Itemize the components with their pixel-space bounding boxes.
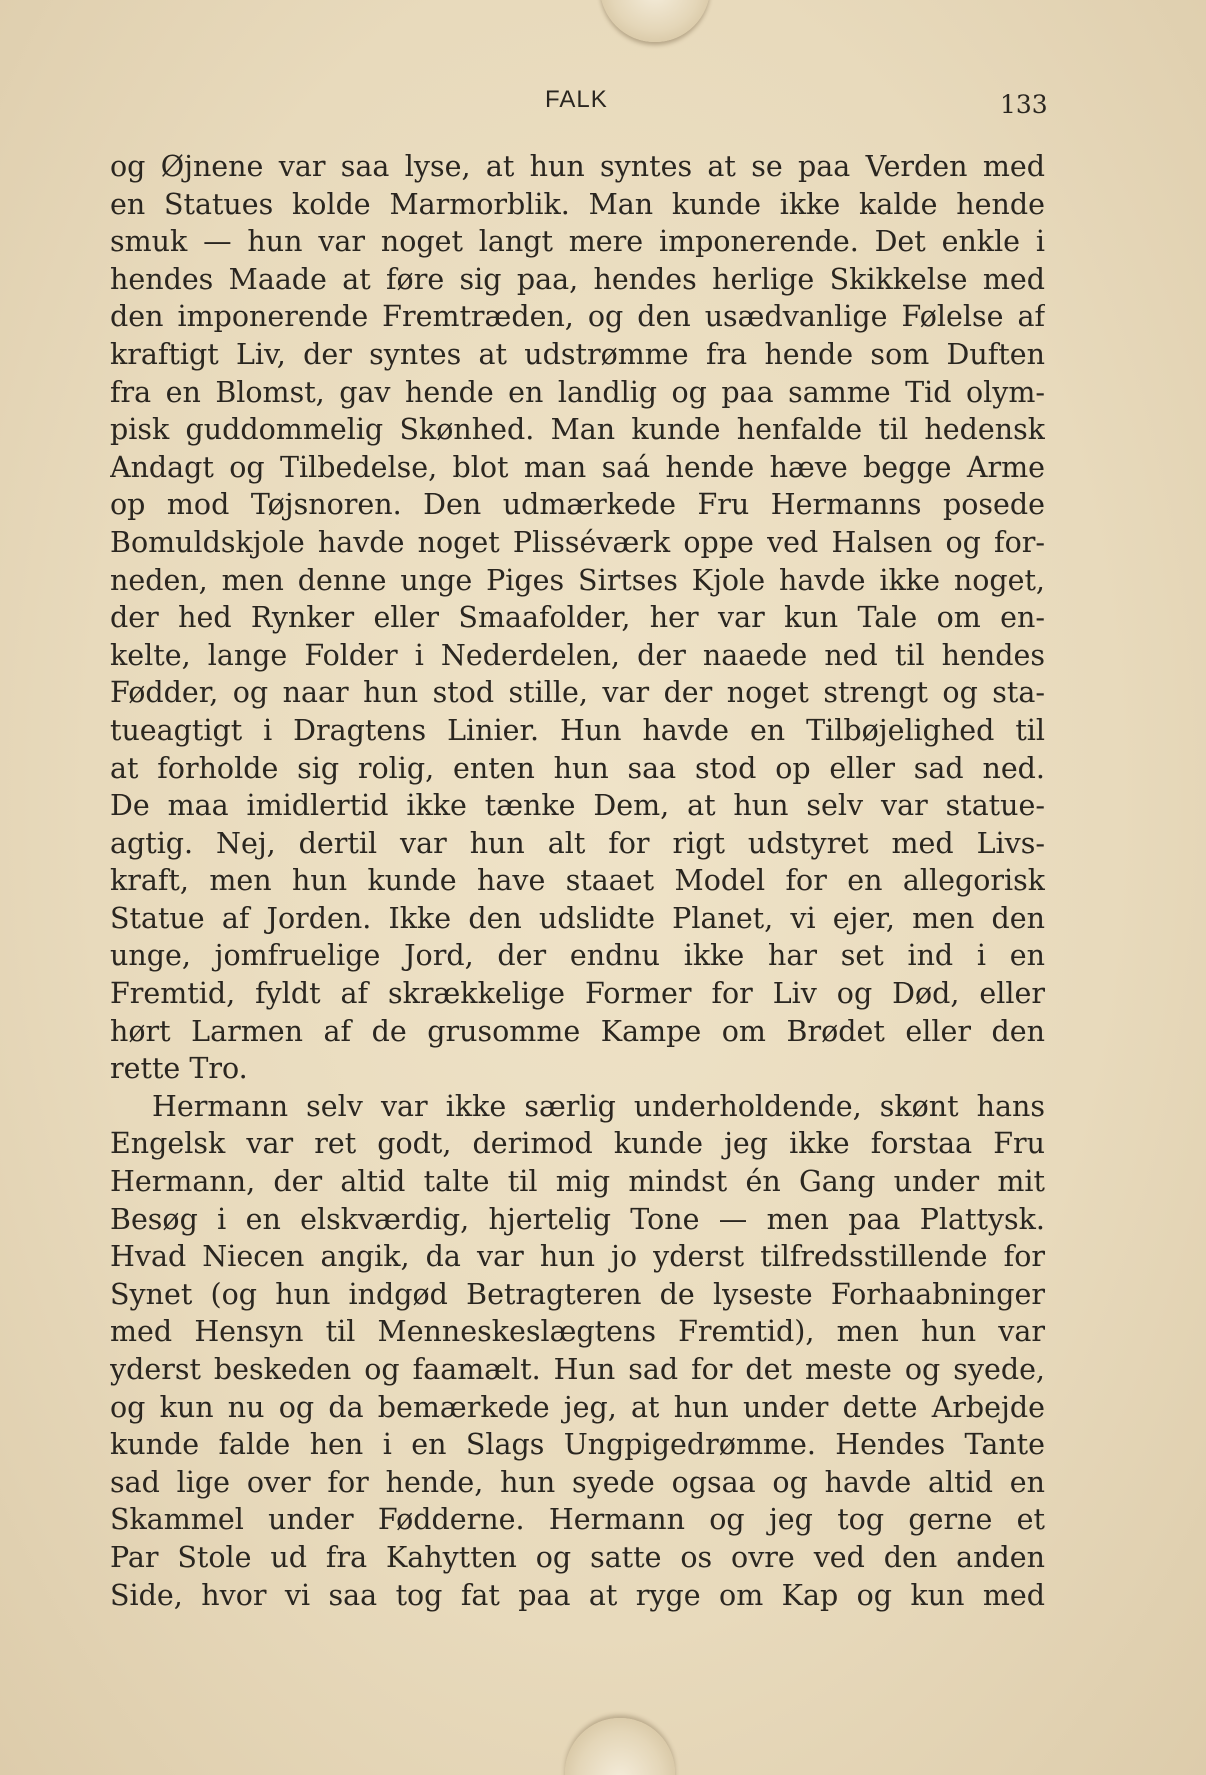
text-line: Besøg i en elskværdig, hjertelig Tone — men paa Plattysk. — [110, 1202, 1045, 1236]
text-line: Hermann, der altid talte til mig mindst én Gang under mit — [110, 1165, 1045, 1199]
text-line: med Hensyn til Menneskeslægtens Fremtid), men hun var — [110, 1315, 1045, 1349]
text-line: og Øjnene var saa lyse, at hun syntes at se paa Verden med — [110, 150, 1045, 183]
text-line: tueagtigt i Dragtens Linier. Hun havde en Tilbøjelighed til — [110, 713, 1045, 747]
text-line: Synet (og hun indgød Betragteren de lyseste Forhaabninger — [110, 1277, 1045, 1311]
text-line: Andagt og Tilbedelse, blot man saá hende hæve begge Arme — [110, 450, 1045, 484]
text-line: kunde falde hen i en Slags Ungpigedrømme. Hendes Tante — [110, 1428, 1045, 1462]
paragraph-end-line: rette Tro. — [110, 1052, 248, 1086]
running-head-title: FALK — [545, 86, 608, 113]
text-line: Engelsk var ret godt, derimod kunde jeg ikke forstaa Fru — [110, 1127, 1045, 1161]
text-line: fra en Blomst, gav hende en landlig og paa samme Tid olym- — [110, 375, 1045, 409]
text-line: hendes Maade at føre sig paa, hendes herlige Skikkelse med — [110, 262, 1045, 296]
text-line: op mod Tøjsnoren. Den udmærkede Fru Hermanns posede — [110, 488, 1045, 522]
text-line: yderst beskeden og faamælt. Hun sad for det meste og syede, — [110, 1353, 1045, 1386]
text-line: Bomuldskjole havde noget Plisséværk oppe ved Halsen og for- — [110, 525, 1045, 559]
text-line: De maa imidlertid ikke tænke Dem, at hun selv var statue- — [110, 789, 1045, 823]
text-line: der hed Rynker eller Smaafolder, her var kun Tale om en- — [110, 601, 1045, 635]
text-line: unge, jomfruelige Jord, der endnu ikke har set ind i en — [110, 939, 1045, 973]
text-line: at forholde sig rolig, enten hun saa stod op eller sad ned. — [110, 751, 1045, 785]
text-line: sad lige over for hende, hun syede ogsaa og havde altid en — [110, 1465, 1045, 1499]
text-line: pisk guddommelig Skønhed. Man kunde henfalde til hedensk — [110, 413, 1045, 447]
text-line: Par Stole ud fra Kahytten og satte os ovre ved den anden — [110, 1540, 1045, 1574]
text-line: en Statues kolde Marmorblik. Man kunde ikke kalde hende — [110, 187, 1045, 221]
text-line: neden, men denne unge Piges Sirtses Kjole havde ikke noget, — [110, 563, 1045, 597]
text-line: Hvad Niecen angik, da var hun jo yderst tilfredsstillende for — [110, 1240, 1045, 1274]
punch-hole-bottom — [565, 1718, 675, 1775]
text-line: kraft, men hun kunde have staaet Model for en allegorisk — [110, 864, 1045, 898]
text-line: Fødder, og naar hun stod stille, var der noget strengt og sta- — [110, 676, 1045, 710]
text-line: Side, hvor vi saa tog fat paa at ryge om Kap og kun med — [110, 1578, 1045, 1612]
punch-hole-top — [600, 0, 710, 42]
text-line: kraftigt Liv, der syntes at udstrømme fra hende som Duften — [110, 337, 1045, 371]
text-line: smuk — hun var noget langt mere imponerende. Det enkle i — [110, 225, 1045, 259]
text-line: agtig. Nej, dertil var hun alt for rigt udstyret med Livs- — [110, 826, 1045, 860]
page-number: 133 — [1000, 90, 1048, 119]
paragraph-start-line: Hermann selv var ikke særlig underholdende, skønt hans — [152, 1089, 1045, 1123]
text-line: kelte, lange Folder i Nederdelen, der naaede ned til hendes — [110, 638, 1045, 672]
text-line: hørt Larmen af de grusomme Kampe om Brødet eller den — [110, 1014, 1045, 1048]
text-line: Statue af Jorden. Ikke den udslidte Planet, vi ejer, men den — [110, 901, 1045, 935]
text-line: den imponerende Fremtræden, og den usædvanlige Følelse af — [110, 300, 1045, 334]
running-head — [0, 86, 1206, 126]
text-line: og kun nu og da bemærkede jeg, at hun under dette Arbejde — [110, 1390, 1045, 1424]
text-line: Skammel under Fødderne. Hermann og jeg tog gerne et — [110, 1503, 1045, 1537]
body-text — [110, 148, 1045, 1614]
text-line: Fremtid, fyldt af skrækkelige Former for Liv og Død, eller — [110, 977, 1045, 1011]
